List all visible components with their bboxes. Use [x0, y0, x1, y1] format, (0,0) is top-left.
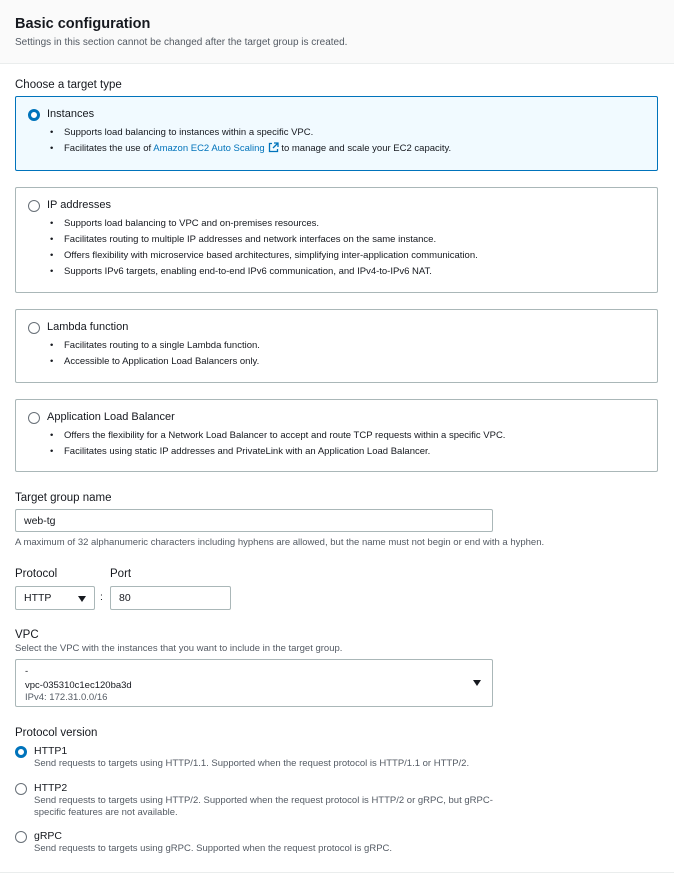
- vpc-cidr: IPv4: 172.31.0.0/16: [25, 692, 108, 703]
- protocol-selected-value: HTTP: [24, 592, 52, 604]
- protocol-version-option-http2[interactable]: [15, 782, 494, 819]
- option-description: Send requests to targets using gRPC. Supported when the request protocol is gRPC.: [34, 843, 393, 854]
- bullet-item: • Facilitates routing to multiple IP addresses and network interfaces on the same instance.: [50, 232, 478, 248]
- option-name: HTTP2: [34, 782, 68, 794]
- section-subtitle: Settings in this section cannot be changed after the target group is created.: [15, 37, 348, 48]
- section-header: [0, 0, 674, 64]
- radio-application-load-balancer[interactable]: [28, 412, 40, 424]
- option-name: gRPC: [34, 830, 63, 842]
- external-link-icon: [268, 142, 279, 159]
- ec2-auto-scaling-link[interactable]: Amazon EC2 Auto Scaling: [153, 143, 265, 154]
- bullet-item: • Facilitates using static IP addresses and PrivateLink with an Application Load Balancer.: [50, 444, 505, 460]
- bullet-item: • Supports load balancing to VPC and on-premises resources.: [50, 216, 478, 232]
- protocol-version-label: Protocol version: [15, 727, 98, 739]
- radio-lambda-function[interactable]: [28, 322, 40, 334]
- bullet-text: Facilitates the use of: [64, 143, 154, 154]
- target-type-lambda-card[interactable]: [15, 309, 658, 383]
- target-type-instances-card[interactable]: [15, 96, 658, 171]
- target-group-name-input[interactable]: web-tg: [15, 509, 493, 532]
- target-type-lambda-title: Lambda function: [47, 321, 129, 333]
- bullet-item: • Offers the flexibility for a Network Load Balancer to accept and route TCP requests within a specific VPC.: [50, 428, 505, 444]
- option-description: Send requests to targets using HTTP/2. Supported when the request protocol is HTTP/2 or gRPC, but gRPC-specific features are not available.: [34, 795, 493, 818]
- vpc-select[interactable]: [15, 659, 493, 707]
- lambda-bullets: [50, 338, 260, 370]
- bullet-item: • Supports load balancing to instances within a specific VPC.: [50, 125, 451, 141]
- instances-bullets: [50, 125, 451, 159]
- bullet-item: • Supports IPv6 targets, enabling end-to-end IPv6 communication, and IPv4-to-IPv6 NAT.: [50, 264, 478, 280]
- vpc-description: Select the VPC with the instances that you want to include in the target group.: [15, 643, 343, 654]
- target-type-instances-title: Instances: [47, 108, 95, 120]
- protocol-label: Protocol: [15, 568, 58, 580]
- radio-ip-addresses[interactable]: [28, 200, 40, 212]
- protocol-select[interactable]: [15, 586, 95, 610]
- protocol-version-option-http1[interactable]: [15, 745, 494, 770]
- bullet-item: • Accessible to Application Load Balancers only.: [50, 354, 260, 370]
- bullet-item: • Facilitates routing to a single Lambda function.: [50, 338, 260, 354]
- alb-bullets: [50, 428, 505, 460]
- ip-bullets: [50, 216, 478, 280]
- protocol-version-option-grpc[interactable]: [15, 830, 494, 855]
- bullet-text: to manage and scale your EC2 capacity.: [278, 143, 452, 154]
- option-name: HTTP1: [34, 745, 68, 757]
- bullet-item: • Offers flexibility with microservice based architectures, simplifying inter-application communication.: [50, 248, 478, 264]
- port-label: Port: [110, 568, 132, 580]
- target-type-alb-title: Application Load Balancer: [47, 411, 175, 423]
- radio-instances[interactable]: [28, 109, 40, 121]
- target-type-alb-card[interactable]: [15, 399, 658, 472]
- radio-http1[interactable]: [15, 746, 27, 758]
- vpc-label: VPC: [15, 629, 39, 641]
- caret-down-icon: [473, 680, 481, 686]
- port-input[interactable]: 80: [110, 586, 231, 610]
- target-group-name-label: Target group name: [15, 492, 112, 504]
- caret-down-icon: [78, 596, 86, 602]
- option-description: Send requests to targets using HTTP/1.1. Supported when the request protocol is HTTP/1.1 or HTTP/2.: [34, 758, 470, 769]
- target-type-label: Choose a target type: [15, 79, 122, 91]
- target-group-name-hint: A maximum of 32 alphanumeric characters including hyphens are allowed, but the name must not begin or end with a hyphen.: [15, 537, 545, 548]
- radio-http2[interactable]: [15, 783, 27, 795]
- section-divider: [0, 872, 674, 873]
- target-type-ip-title: IP addresses: [47, 199, 112, 211]
- section-title: Basic configuration: [15, 16, 151, 32]
- vpc-id: vpc-035310c1ec120ba3d: [25, 680, 132, 691]
- vpc-name: -: [25, 666, 29, 677]
- bullet-item: [50, 141, 451, 159]
- radio-grpc[interactable]: [15, 831, 27, 843]
- protocol-port-separator: :: [100, 591, 103, 603]
- target-type-ip-card[interactable]: [15, 187, 658, 293]
